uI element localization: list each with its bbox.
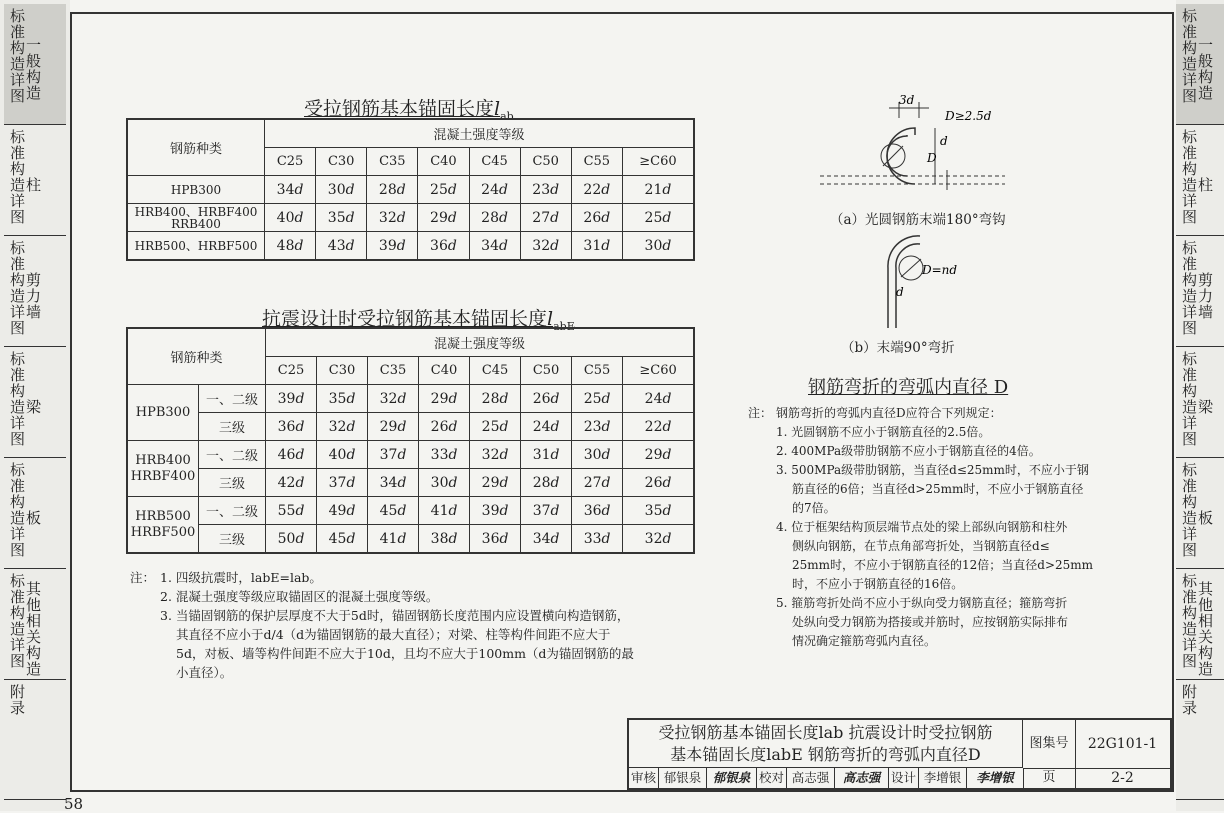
table1-title: 受拉钢筋基本锚固长度$l_{ab}$ [304, 98, 514, 123]
note-line: 时，不应小于钢筋直径的16倍。 [792, 577, 964, 591]
table-row [127, 232, 694, 261]
value-cell: 28d [469, 204, 520, 232]
signature-cell: 高志强 [835, 768, 889, 788]
value-cell: 24d [521, 413, 572, 441]
caption-b: （b）末端90°弯折 [841, 340, 955, 356]
value-cell: 34d [521, 525, 572, 554]
rebar-type: HRB500、HRBF500 [127, 232, 265, 261]
value-cell: 28d [521, 469, 572, 497]
note-line: 筋直径的6倍；当直径d>25mm时，不应小于钢筋直径 [792, 482, 1084, 496]
label-3d: 3d [899, 93, 915, 107]
table2-title: 抗震设计时受拉钢筋基本锚固长度$l_{abE}$ [262, 308, 575, 333]
sidebar-tab-main: 附录 [10, 683, 26, 717]
grade-cell: C50 [520, 148, 571, 176]
rebar-type: HRB400、HRBF400 RRB400 [127, 204, 265, 232]
value-cell: 24d [469, 176, 520, 204]
value-cell: 25d [470, 413, 521, 441]
sidebar-tab[interactable] [1176, 125, 1224, 236]
label-D-side: D [927, 151, 937, 165]
value-cell: 26d [521, 385, 572, 413]
bend-diameter-title: 钢筋弯折的弯弧内直径 D [808, 377, 1009, 398]
sidebar-tab[interactable] [1176, 569, 1224, 680]
atlas-number: 22G101-1 [1075, 720, 1170, 769]
sidebar-tab[interactable] [4, 569, 66, 680]
grade-cell: C45 [469, 148, 520, 176]
sidebar-tab[interactable] [4, 458, 66, 569]
value-cell: 35d [623, 497, 694, 525]
table-row [127, 525, 694, 554]
value-cell: 25d [572, 385, 623, 413]
page-code: 2-2 [1111, 770, 1134, 786]
value-cell: 30d [572, 441, 623, 469]
value-cell: 27d [572, 469, 623, 497]
seismic-level: 三级 [199, 525, 266, 554]
sidebar-tab-sub: 一般构造 [1198, 35, 1214, 102]
value-cell: 32d [317, 413, 368, 441]
title-line-1: 受拉钢筋基本锚固长度lab 抗震设计时受拉钢筋 [658, 723, 993, 742]
value-cell: 46d [266, 441, 317, 469]
sidebar-tab-main: 标准构造详图 [10, 239, 26, 337]
value-cell: 24d [623, 385, 694, 413]
signature-cell: 高志强 [787, 768, 835, 788]
grade-cell: C40 [418, 148, 469, 176]
value-cell: 33d [419, 441, 470, 469]
value-cell: 28d [470, 385, 521, 413]
signature-cell: 审核 [629, 768, 659, 788]
sidebar-tab-main: 标准构造详图 [10, 461, 26, 559]
value-cell: 35d [316, 204, 367, 232]
value-cell: 29d [419, 385, 470, 413]
label-d: d [896, 285, 904, 299]
value-cell: 38d [419, 525, 470, 554]
value-cell: 30d [622, 232, 694, 261]
label-d-side: d [940, 134, 948, 148]
sidebar-tab-sub: 其他相关构造 [1198, 579, 1214, 678]
rebar-type: HRB400 HRBF400 [127, 441, 199, 497]
diagram-180-hook [815, 90, 1015, 200]
value-cell: 40d [317, 441, 368, 469]
value-cell: 21d [622, 176, 694, 204]
seismic-level: 三级 [199, 413, 266, 441]
signature-cell: 郁银泉 [659, 768, 707, 788]
sidebar-tab-main: 标准构造详图 [10, 572, 26, 670]
table-row [127, 469, 694, 497]
sidebar-tab[interactable] [4, 125, 66, 236]
sidebar-tab-sub: 柱 [26, 175, 42, 194]
sidebar-tab[interactable] [4, 680, 66, 800]
value-cell: 32d [367, 204, 418, 232]
table-row [127, 497, 694, 525]
note-line: 的7倍。 [792, 501, 836, 515]
sidebar-tab-sub: 板 [26, 508, 42, 527]
sidebar-tab-main: 标准构造详图 [10, 350, 26, 448]
sidebar-tab-sub: 梁 [1198, 397, 1214, 416]
value-cell: 22d [571, 176, 622, 204]
grade-cell: C25 [265, 148, 316, 176]
value-cell: 34d [469, 232, 520, 261]
sidebar-tab-sub: 剪力墙 [1198, 270, 1214, 321]
note-line: 2. 400MPa级带肋钢筋不应小于钢筋直径的4倍。 [776, 444, 1041, 458]
right-sidebar [1176, 0, 1224, 811]
value-cell: 55d [266, 497, 317, 525]
note-line: 5d，对板、墙等构件间距不应大于10d，且均不应大于100mm（d为锚固钢筋的最 [176, 646, 634, 661]
value-cell: 27d [520, 204, 571, 232]
note-line: 小直径）。 [176, 665, 233, 680]
signature-cell: 校对 [757, 768, 787, 788]
caption-a: （a）光圆钢筋末端180°弯钩 [830, 212, 1006, 228]
note-line: 5. 箍筋弯折处尚不应小于纵向受力钢筋直径；箍筋弯折 [776, 596, 1068, 610]
note-line: 2. 混凝土强度等级应取锚固区的混凝土强度等级。 [160, 589, 439, 604]
value-cell: 22d [623, 413, 694, 441]
left-sidebar [0, 0, 70, 811]
title-block [627, 718, 1172, 790]
value-cell: 29d [368, 413, 419, 441]
diagram-90-bend [870, 232, 990, 332]
rebar-type: HRB500 HRBF500 [127, 497, 199, 554]
seismic-level: 一、二级 [199, 385, 266, 413]
value-cell: 33d [572, 525, 623, 554]
label-dmin: D≥2.5d [945, 109, 992, 123]
seismic-level: 一、二级 [199, 497, 266, 525]
page-number: 58 [64, 795, 84, 813]
sidebar-tab[interactable] [1176, 458, 1224, 569]
grade-cell: C45 [470, 357, 521, 385]
value-cell: 31d [521, 441, 572, 469]
signature-cell: 郁银泉 [707, 768, 757, 788]
header-type: 钢筋种类 [127, 119, 265, 176]
value-cell: 23d [572, 413, 623, 441]
value-cell: 37d [317, 469, 368, 497]
signature-row [629, 768, 1024, 788]
value-cell: 26d [571, 204, 622, 232]
rebar-type: HPB300 [127, 385, 199, 441]
value-cell: 26d [419, 413, 470, 441]
sidebar-tab-sub: 一般构造 [26, 35, 42, 102]
value-cell: 25d [622, 204, 694, 232]
table-row [127, 413, 694, 441]
note-line: 3. 500MPa级带肋钢筋，当直径d≤25mm时，不应小于钢 [776, 463, 1089, 477]
note-line: 1. 光圆钢筋不应小于钢筋直径的2.5倍。 [776, 425, 991, 439]
value-cell: 50d [266, 525, 317, 554]
grade-cell: C35 [368, 357, 419, 385]
value-cell: 32d [520, 232, 571, 261]
sidebar-tab[interactable] [4, 347, 66, 458]
value-cell: 26d [623, 469, 694, 497]
value-cell: 39d [470, 497, 521, 525]
label-nd: D=nd [922, 263, 958, 277]
title-line-2: 基本锚固长度labE 钢筋弯折的弯弧内直径D [670, 745, 981, 764]
value-cell: 48d [265, 232, 316, 261]
value-cell: 32d [623, 525, 694, 554]
note-line: 处纵向受力钢筋为搭接或并筋时，应按钢筋实际排布 [792, 615, 1069, 629]
value-cell: 43d [316, 232, 367, 261]
value-cell: 30d [419, 469, 470, 497]
value-cell: 29d [623, 441, 694, 469]
sidebar-tab[interactable] [1176, 236, 1224, 347]
sidebar-tab[interactable] [1176, 347, 1224, 458]
grade-cell: C55 [572, 357, 623, 385]
note-line: 1. 四级抗震时，labE=lab。 [160, 570, 322, 585]
value-cell: 40d [265, 204, 316, 232]
value-cell: 30d [316, 176, 367, 204]
table-row [127, 204, 694, 232]
signature-cell: 李增银 [976, 770, 1014, 785]
value-cell: 41d [368, 525, 419, 554]
value-cell: 36d [572, 497, 623, 525]
grade-cell: C55 [571, 148, 622, 176]
sidebar-tab-main: 附录 [1182, 683, 1198, 717]
sidebar-tab-main: 标准构造详图 [10, 7, 26, 105]
value-cell: 31d [571, 232, 622, 261]
anchorage-length-table [126, 118, 695, 261]
sidebar-tab-main: 标准构造详图 [10, 128, 26, 226]
value-cell: 45d [368, 497, 419, 525]
value-cell: 29d [470, 469, 521, 497]
grade-cell: C25 [266, 357, 317, 385]
note-line: 侧纵向钢筋，在节点角部弯折处，当钢筋直径d≤ [792, 539, 1050, 553]
seismic-anchorage-length-table [126, 327, 695, 554]
seismic-level: 三级 [199, 469, 266, 497]
sidebar-tab-main: 标准构造详图 [1182, 461, 1198, 559]
rebar-type: HPB300 [127, 176, 265, 204]
sidebar-tab[interactable] [1176, 4, 1224, 125]
value-cell: 34d [265, 176, 316, 204]
sidebar-tab-main: 标准构造详图 [1182, 350, 1198, 448]
note-line: 4. 位于框架结构顶层端节点处的梁上部纵向钢筋和柱外 [776, 520, 1068, 534]
value-cell: 34d [368, 469, 419, 497]
page-label: 页 [1023, 768, 1076, 788]
table-row [127, 176, 694, 204]
note-line: 25mm时，不应小于钢筋直径的12倍；当直径d>25mm [792, 558, 1094, 572]
value-cell: 37d [368, 441, 419, 469]
value-cell: 36d [418, 232, 469, 261]
seismic-level: 一、二级 [199, 441, 266, 469]
sidebar-tab-main: 标准构造详图 [1182, 128, 1198, 226]
value-cell: 36d [470, 525, 521, 554]
signature-cell: 李增银 [919, 768, 967, 788]
value-cell: 28d [367, 176, 418, 204]
value-cell: 36d [266, 413, 317, 441]
header-type: 钢筋种类 [127, 328, 266, 385]
value-cell: 32d [470, 441, 521, 469]
grade-cell: C50 [521, 357, 572, 385]
sidebar-tab[interactable] [4, 236, 66, 347]
header-grade: 混凝土强度等级 [265, 119, 695, 148]
grade-cell: ≥C60 [623, 357, 694, 385]
value-cell: 49d [317, 497, 368, 525]
value-cell: 39d [367, 232, 418, 261]
sidebar-tab-main: 标准构造详图 [1182, 572, 1198, 670]
table-row [127, 385, 694, 413]
sidebar-tab-main: 标准构造详图 [1182, 7, 1198, 105]
sidebar-tab-sub: 剪力墙 [26, 270, 42, 321]
value-cell: 37d [521, 497, 572, 525]
grade-cell: ≥C60 [622, 148, 694, 176]
title-block-title [629, 720, 1023, 768]
note-line: 情况确定箍筋弯弧内直径。 [792, 634, 937, 648]
note-line: 其直径不应小于d/4（d为锚固钢筋的最大直径）；对梁、柱等构件间距不应大于 [176, 627, 611, 642]
sidebar-tab-sub: 其他相关构造 [26, 579, 42, 678]
value-cell: 39d [266, 385, 317, 413]
grade-cell: C30 [317, 357, 368, 385]
value-cell: 42d [266, 469, 317, 497]
value-cell: 45d [317, 525, 368, 554]
value-cell: 35d [317, 385, 368, 413]
sidebar-tab-sub: 柱 [1198, 175, 1214, 194]
grade-cell: C40 [419, 357, 470, 385]
note-line: 3. 当锚固钢筋的保护层厚度不大于5d时，锚固钢筋长度范围内应设置横向构造钢筋， [160, 608, 630, 623]
sidebar-tab-sub: 板 [1198, 508, 1214, 527]
sidebar-tab[interactable] [4, 4, 66, 125]
note-line: 钢筋弯折的弯弧内直径D应符合下列规定： [776, 406, 1002, 420]
table-row [127, 441, 694, 469]
atlas-label: 图集号 [1023, 720, 1076, 769]
value-cell: 41d [419, 497, 470, 525]
grade-cell: C30 [316, 148, 367, 176]
value-cell: 29d [418, 204, 469, 232]
sidebar-tab[interactable] [1176, 680, 1224, 800]
signature-cell: 设计 [889, 768, 919, 788]
value-cell: 25d [418, 176, 469, 204]
grade-cell: C35 [367, 148, 418, 176]
sidebar-tab-main: 标准构造详图 [1182, 239, 1198, 337]
value-cell: 23d [520, 176, 571, 204]
sidebar-tab-sub: 梁 [26, 397, 42, 416]
value-cell: 32d [368, 385, 419, 413]
header-grade: 混凝土强度等级 [266, 328, 695, 357]
